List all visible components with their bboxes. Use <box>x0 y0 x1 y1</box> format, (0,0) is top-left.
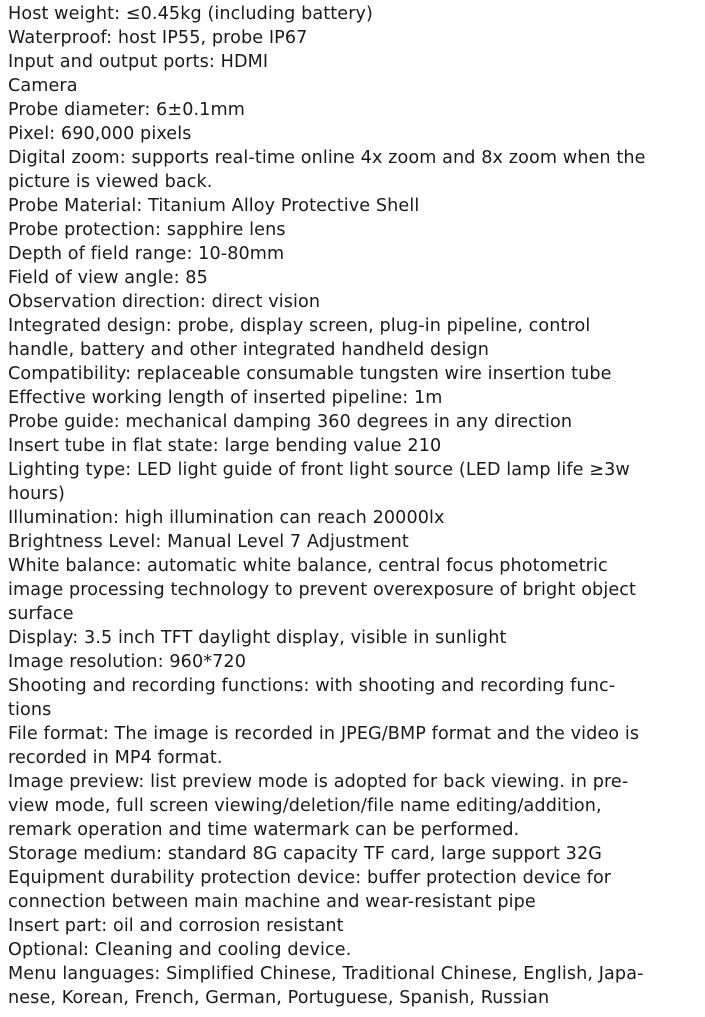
spec-line-lighting-type-cont: hours) <box>8 484 65 504</box>
spec-line-integrated-design-cont: handle, battery and other integrated handheld design <box>8 340 489 360</box>
spec-line-io-ports: Input and output ports: HDMI <box>8 52 269 72</box>
spec-line-insert-tube: Insert tube in flat state: large bending value 210 <box>8 436 442 456</box>
spec-line-file-format-cont: recorded in MP4 format. <box>8 748 223 768</box>
spec-line-host-weight: Host weight: ≤0.45kg (including battery) <box>8 4 374 24</box>
spec-line-compatibility: Compatibility: replaceable consumable tungsten wire insertion tube <box>8 364 612 384</box>
specification-list <box>8 2 700 1010</box>
spec-line-image-preview: Image preview: list preview mode is adopted for back viewing. in pre- <box>8 772 629 792</box>
spec-line-pixel: Pixel: 690,000 pixels <box>8 124 192 144</box>
spec-line-probe-diameter: Probe diameter: 6±0.1mm <box>8 100 245 120</box>
spec-line-observation-direction: Observation direction: direct vision <box>8 292 321 312</box>
spec-line-white-balance-cont-2: surface <box>8 604 74 624</box>
spec-line-menu-languages: Menu languages: Simplified Chinese, Traditional Chinese, English, Japa- <box>8 964 644 984</box>
spec-line-menu-languages-cont: nese, Korean, French, German, Portuguese, Spanish, Russian <box>8 988 550 1008</box>
spec-line-waterproof: Waterproof: host IP55, probe IP67 <box>8 28 308 48</box>
spec-line-brightness-level: Brightness Level: Manual Level 7 Adjustment <box>8 532 409 552</box>
spec-line-durability-protection: Equipment durability protection device: buffer protection device for <box>8 868 612 888</box>
spec-line-image-preview-cont-2: remark operation and time watermark can be performed. <box>8 820 520 840</box>
spec-line-working-length: Effective working length of inserted pipeline: 1m <box>8 388 443 408</box>
spec-line-optional: Optional: Cleaning and cooling device. <box>8 940 352 960</box>
spec-line-digital-zoom: Digital zoom: supports real-time online 4x zoom and 8x zoom when the <box>8 148 646 168</box>
spec-line-probe-guide: Probe guide: mechanical damping 360 degrees in any direction <box>8 412 573 432</box>
spec-line-field-of-view: Field of view angle: 85 <box>8 268 208 288</box>
spec-line-shooting-recording: Shooting and recording functions: with shooting and recording func- <box>8 676 616 696</box>
spec-line-insert-part: Insert part: oil and corrosion resistant <box>8 916 344 936</box>
spec-line-image-resolution: Image resolution: 960*720 <box>8 652 247 672</box>
spec-line-display: Display: 3.5 inch TFT daylight display, visible in sunlight <box>8 628 507 648</box>
spec-line-durability-protection-cont: connection between main machine and wear-resistant pipe <box>8 892 536 912</box>
spec-line-integrated-design: Integrated design: probe, display screen, plug-in pipeline, control <box>8 316 591 336</box>
spec-line-camera: Camera <box>8 76 78 96</box>
spec-line-lighting-type: Lighting type: LED light guide of front light source (LED lamp life ≥3w <box>8 460 630 480</box>
spec-line-digital-zoom-cont: picture is viewed back. <box>8 172 213 192</box>
spec-line-depth-of-field: Depth of field range: 10-80mm <box>8 244 285 264</box>
spec-line-file-format: File format: The image is recorded in JPEG/BMP format and the video is <box>8 724 640 744</box>
spec-line-illumination: Illumination: high illumination can reach 20000lx <box>8 508 445 528</box>
spec-line-shooting-recording-cont: tions <box>8 700 52 720</box>
spec-line-white-balance-cont: image processing technology to prevent overexposure of bright object <box>8 580 637 600</box>
spec-line-white-balance: White balance: automatic white balance, central focus photometric <box>8 556 608 576</box>
spec-line-probe-protection: Probe protection: sapphire lens <box>8 220 286 240</box>
spec-line-storage-medium: Storage medium: standard 8G capacity TF card, large support 32G <box>8 844 603 864</box>
spec-line-probe-material: Probe Material: Titanium Alloy Protective Shell <box>8 196 420 216</box>
spec-line-image-preview-cont: view mode, full screen viewing/deletion/file name editing/addition, <box>8 796 602 816</box>
